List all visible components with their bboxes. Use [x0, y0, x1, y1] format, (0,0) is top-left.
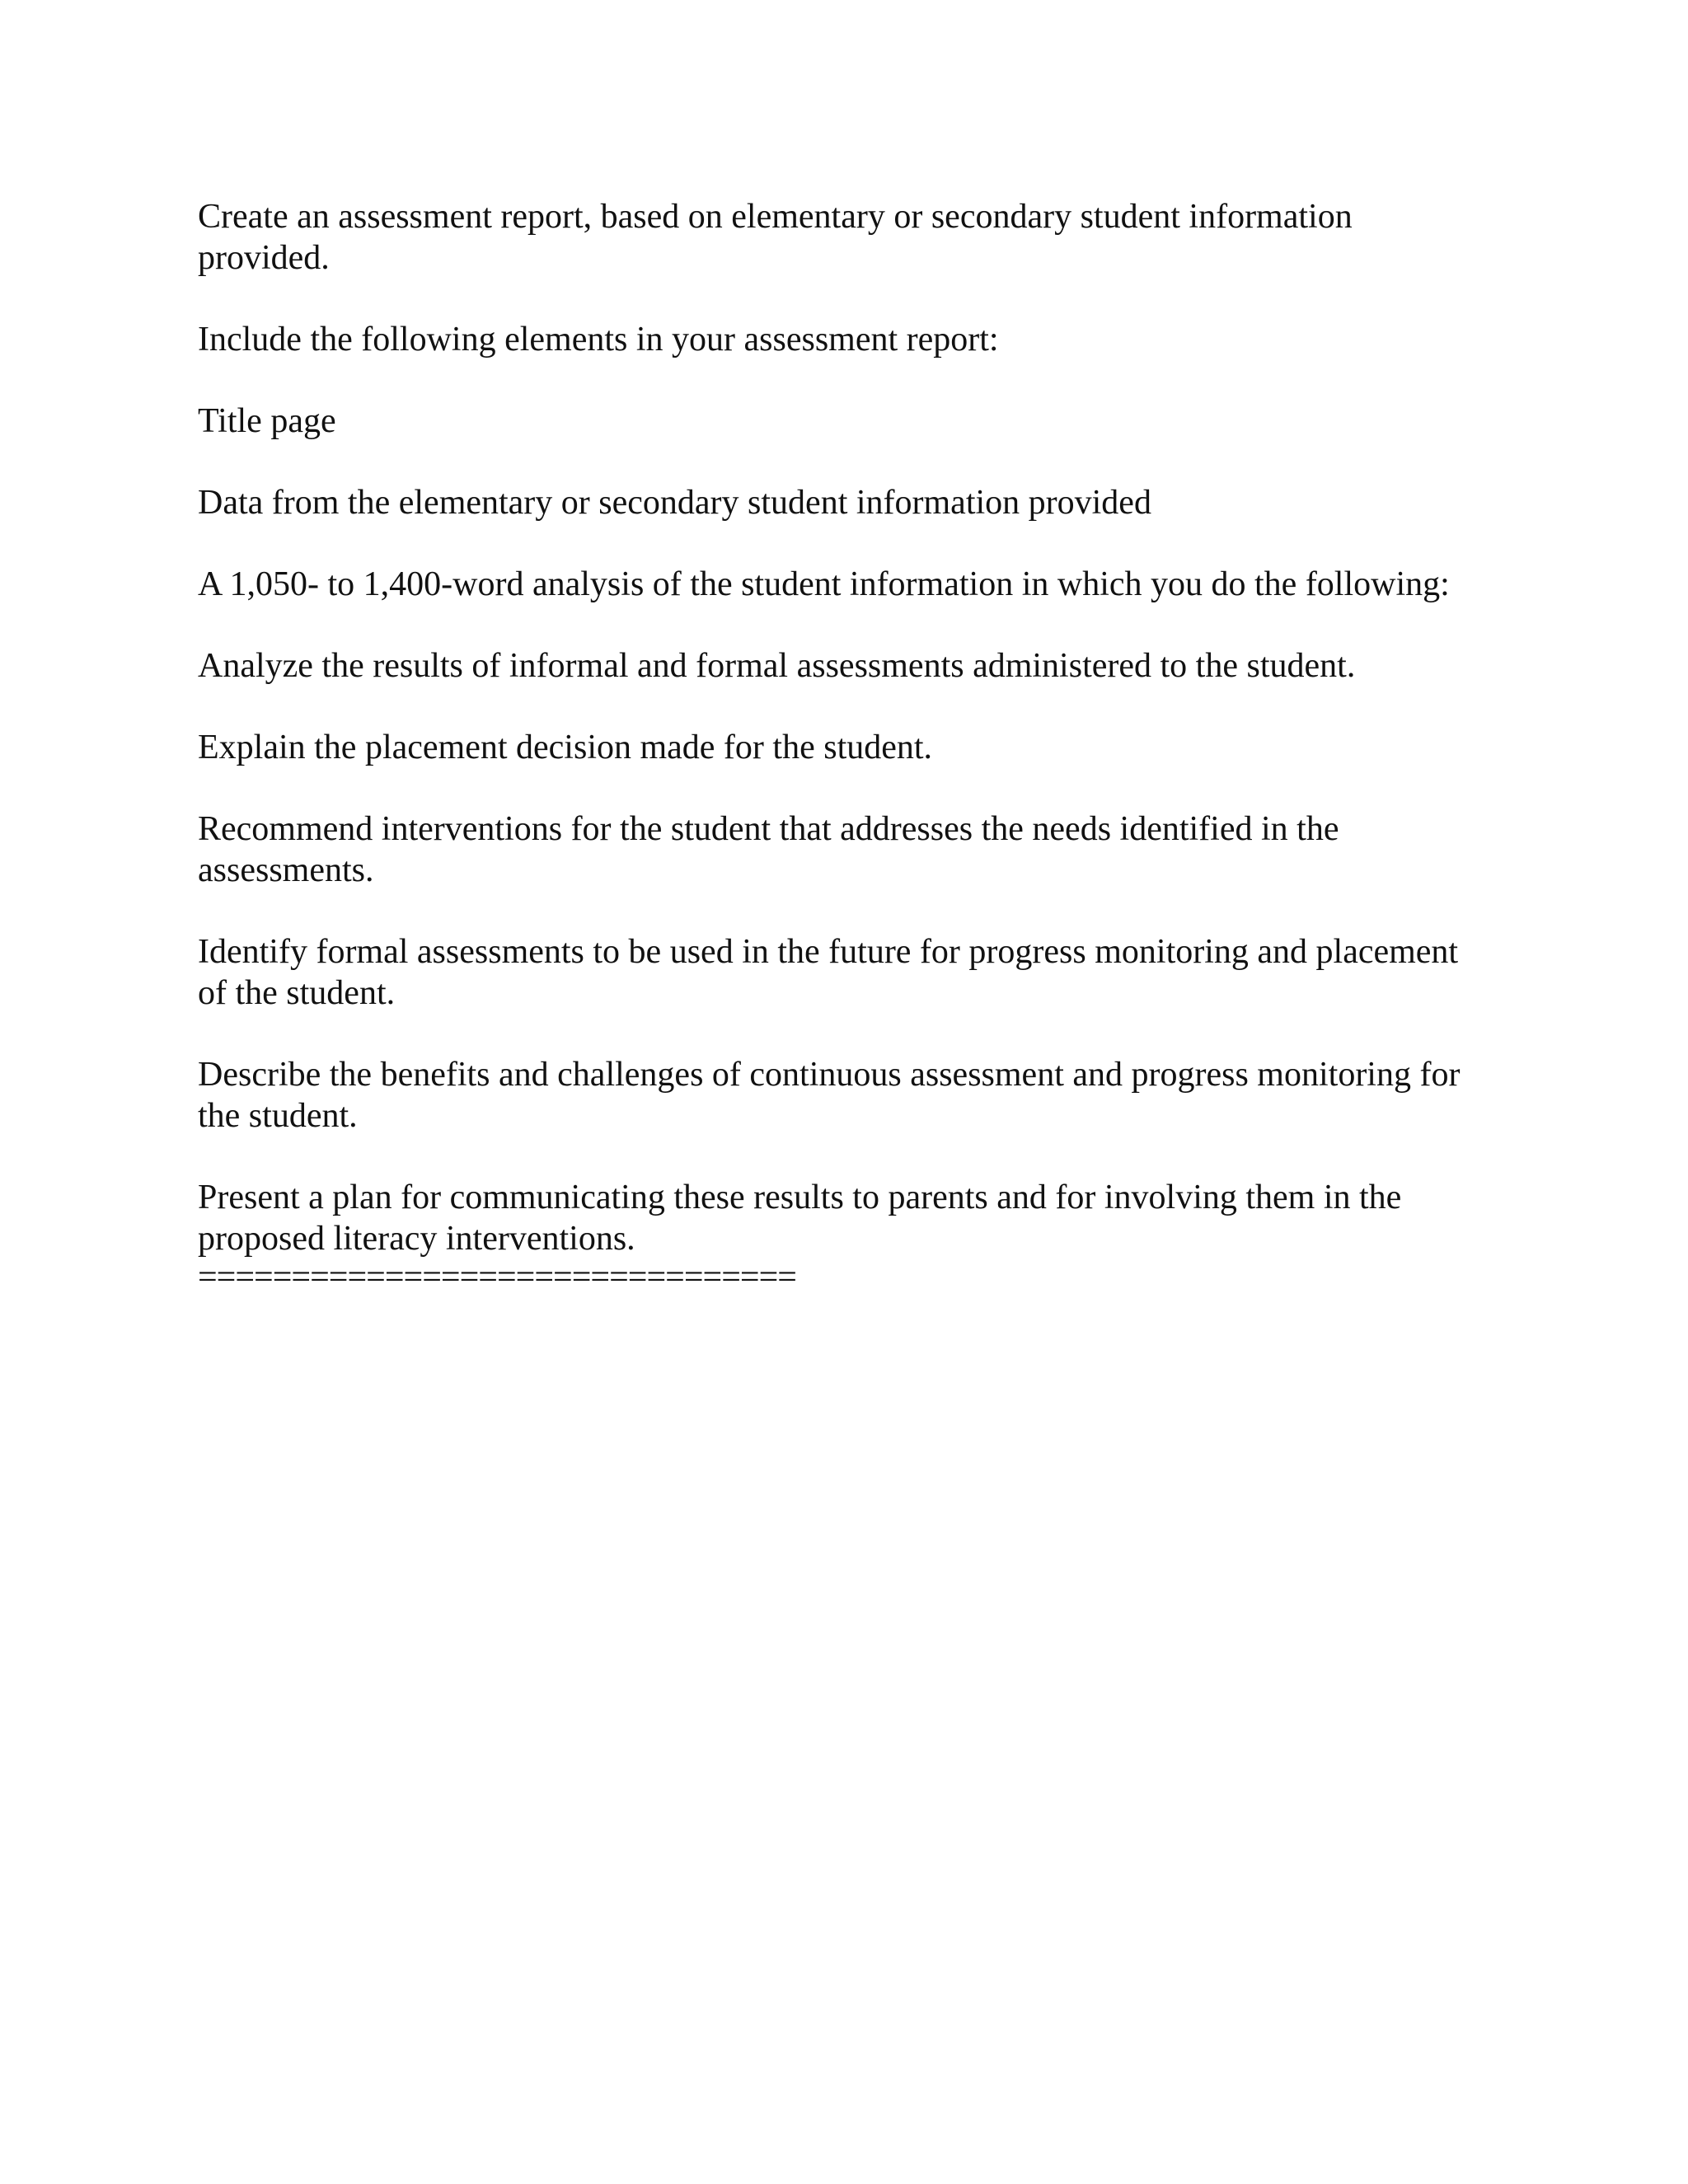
- analysis-item-future-assessments: Identify formal assessments to be used in the future for progress monitoring and placement of the student.: [198, 933, 1459, 1012]
- document-body: [198, 196, 1484, 1296]
- element-student-data: Data from the elementary or secondary student information provided: [198, 484, 1151, 522]
- element-title-page: Title page: [198, 402, 336, 440]
- intro-paragraph: Create an assessment report, based on elementary or secondary student information provided.: [198, 198, 1353, 277]
- separator-line: ================================: [198, 1258, 796, 1296]
- analysis-item-placement: Explain the placement decision made for the student.: [198, 729, 933, 766]
- element-analysis: A 1,050- to 1,400-word analysis of the student information in which you do the following:: [198, 565, 1450, 603]
- analysis-item-interventions: Recommend interventions for the student that addresses the needs identified in the assessments.: [198, 810, 1339, 889]
- instructions-paragraph: Include the following elements in your assessment report:: [198, 321, 999, 359]
- analysis-item-benefits-challenges: Describe the benefits and challenges of continuous assessment and progress monitoring for the student.: [198, 1056, 1461, 1135]
- analysis-item-parent-plan: Present a plan for communicating these results to parents and for involving them in the proposed literacy interventions.: [198, 1179, 1402, 1258]
- analysis-item-results: Analyze the results of informal and formal assessments administered to the student.: [198, 647, 1356, 685]
